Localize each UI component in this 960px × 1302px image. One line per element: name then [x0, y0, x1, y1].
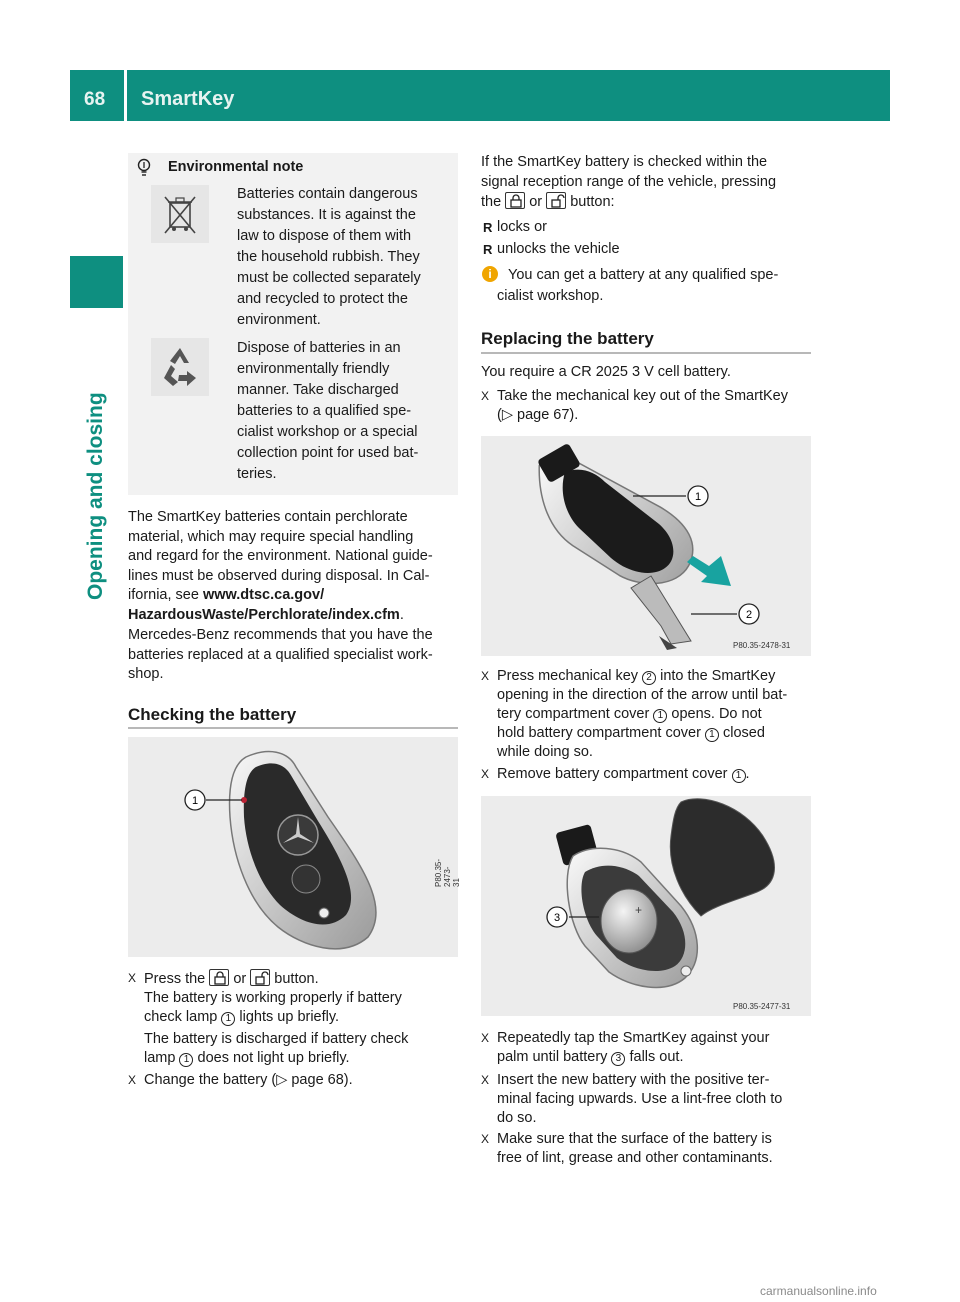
step-insert-battery [481, 1071, 813, 1128]
text-line: the [481, 194, 502, 210]
text-line: or [529, 194, 543, 210]
arrow-icon: X [481, 389, 490, 403]
info-note [508, 266, 808, 286]
arrow-icon: X [481, 669, 490, 683]
text-line: button: [570, 194, 615, 210]
arrow-icon: X [481, 1073, 490, 1087]
text-line: opens. Do not [671, 706, 762, 722]
sidebar-section [84, 392, 114, 630]
text-line: lights up briefly. [239, 1009, 340, 1025]
text-line: collection point for used bat- [237, 445, 419, 461]
text-line: cialist workshop. [497, 288, 604, 304]
environmental-note-text-2 [237, 338, 447, 485]
text-line: free of lint, grease and other contaminants. [497, 1150, 773, 1166]
perchlorate-paragraph [128, 508, 460, 625]
text-line: unlocks the vehicle [497, 241, 620, 257]
text-line: Take the mechanical key out of the SmartKey [497, 388, 788, 404]
arrow-icon: X [128, 1073, 137, 1087]
replacing-battery-heading: Replacing the battery [481, 329, 654, 348]
step-change-battery [128, 1071, 460, 1090]
text-line: You can get a battery at any qualified spe- [508, 267, 779, 283]
text-line: The battery is discharged if battery check [144, 1031, 409, 1047]
text-line: If the SmartKey battery is checked within the [481, 154, 768, 170]
info-icon: i [482, 266, 498, 282]
page-reference-link[interactable]: Change the battery (▷ page 68). [144, 1072, 353, 1088]
checking-battery-heading: Checking the battery [128, 705, 297, 724]
text-line: The battery is working properly if battery [144, 990, 402, 1006]
callout-3: 3 [553, 912, 561, 924]
unlock-button-icon [546, 192, 566, 209]
text-line: manner. Take discharged [237, 382, 399, 398]
text-line: button. [274, 971, 319, 987]
figure-code: P80.35-2478-31 [733, 641, 791, 650]
figure-code: P80.35-2477-31 [733, 1002, 791, 1011]
text-line: and regard for the environment. National guide- [128, 548, 433, 564]
text-line: environmentally friendly [237, 361, 390, 377]
header-divider [124, 70, 127, 121]
recommend-paragraph [128, 626, 460, 685]
text-line: shop. [128, 666, 164, 682]
url-link[interactable]: www.dtsc.ca.gov/ [202, 587, 325, 603]
lightbulb-icon [136, 158, 152, 178]
text-line: check lamp [144, 1009, 218, 1025]
text-line: substances. It is against the [237, 207, 416, 223]
text-line: material, which may require special handling [128, 528, 414, 545]
callout-1: 1 [179, 1053, 193, 1067]
text-line: while doing so. [497, 744, 593, 760]
arrow-icon: X [128, 971, 137, 985]
sidebar-tab [70, 256, 123, 308]
text-line: Batteries contain dangerous [237, 186, 418, 202]
plus-icon: + [635, 903, 643, 917]
heading-rule [128, 727, 458, 729]
text-line: lines must be observed during disposal. In Cal- [128, 567, 430, 584]
arrow-icon: X [481, 1031, 490, 1045]
callout-3: 3 [611, 1052, 625, 1066]
text-line: Press the [144, 971, 206, 987]
bullet-unlocks [483, 240, 620, 259]
text-line: or [233, 971, 247, 987]
text-line: must be collected separately [237, 270, 421, 286]
header-title: SmartKey [141, 88, 235, 110]
text-line: Make sure that the surface of the battery is [497, 1131, 772, 1147]
arrow-icon: X [481, 767, 490, 781]
text-line: Press mechanical key [497, 668, 639, 684]
text-line: The SmartKey batteries contain perchlorate [128, 509, 408, 525]
text-line: into the SmartKey [660, 668, 776, 684]
page-number: 68 [84, 89, 106, 110]
text-line: teries. [237, 466, 277, 482]
sidebar-section-label: Opening and closing [84, 392, 107, 600]
text-line: law to dispose of them with [237, 228, 412, 244]
battery-illustration [481, 796, 811, 1016]
text-line: opening in the direction of the arrow until bat- [497, 687, 788, 703]
step-tap-key [481, 1029, 813, 1067]
text-line: . [745, 766, 750, 782]
environmental-note-text-1 [237, 184, 447, 331]
text-line: batteries to a qualified spe- [237, 403, 412, 419]
callout-1: 1 [732, 769, 746, 783]
bullet-icon: R [483, 220, 493, 235]
callout-1: 1 [705, 728, 719, 742]
text-line: signal reception range of the vehicle, pressing [481, 173, 777, 190]
smartkey-illustration [128, 737, 458, 957]
callout-1: 1 [653, 709, 667, 723]
intro-paragraph [481, 153, 813, 213]
recycle-icon [151, 338, 209, 396]
text-line: ifornia, see [128, 587, 203, 603]
callout-1: 1 [694, 491, 702, 503]
text-line: lamp [144, 1050, 176, 1066]
unlock-button-icon [250, 969, 270, 986]
text-line: Dispose of batteries in an [237, 340, 401, 356]
text-line: environment. [237, 312, 321, 328]
text-line: palm until battery [497, 1049, 608, 1065]
text-line: and recycled to protect the [237, 291, 408, 307]
lock-button-icon [505, 192, 525, 209]
callout-1: 1 [191, 795, 199, 807]
watermark: carmanualsonline.info [760, 1284, 877, 1298]
callout-1: 1 [221, 1012, 235, 1026]
mechanical-key-figure [481, 436, 811, 656]
bullet-locks [483, 218, 547, 237]
url-link[interactable]: HazardousWaste/Perchlorate/index.cfm [128, 606, 400, 623]
text-line: tery compartment cover [497, 706, 650, 722]
lock-button-icon [209, 969, 229, 986]
text-line: falls out. [629, 1049, 684, 1065]
text-line: Mercedes-Benz recommends that you have the [128, 627, 433, 643]
text-line: Repeatedly tap the SmartKey against your [497, 1030, 770, 1046]
environmental-note-title: Environmental note [168, 159, 304, 175]
battery-compartment-figure [481, 796, 811, 1016]
smartkey-check-figure [128, 737, 461, 957]
text-line: do so. [497, 1110, 537, 1126]
step-clean-battery [481, 1130, 813, 1168]
arrow-icon: X [481, 1132, 490, 1146]
bullet-icon: R [483, 242, 493, 257]
text-line: Insert the new battery with the positive ter- [497, 1072, 770, 1088]
text-line: Remove battery compartment cover [497, 766, 728, 782]
text-line: the household rubbish. They [237, 249, 420, 265]
heading-rule [481, 352, 811, 354]
text-line: locks or [497, 219, 547, 235]
text-line: batteries replaced at a qualified specialist work- [128, 646, 433, 663]
text-line: hold battery compartment cover [497, 725, 701, 741]
text-line: minal facing upwards. Use a lint-free cloth to [497, 1091, 783, 1107]
text-line: You require a CR 2025 3 V cell battery. [481, 364, 731, 380]
text-line: cialist workshop or a special [237, 424, 418, 440]
step-press-button [128, 969, 460, 1068]
text-line: . [399, 606, 404, 623]
text-line: does not light up briefly. [197, 1050, 350, 1066]
info-note-cont [497, 287, 797, 307]
callout-2: 2 [745, 609, 753, 621]
text-line: closed [722, 725, 765, 741]
crossed-bin-icon [151, 185, 209, 243]
page-reference-link[interactable]: (▷ page 67). [497, 407, 579, 423]
callout-2: 2 [642, 671, 656, 685]
step-take-key [481, 387, 813, 425]
battery-requirement [481, 363, 811, 383]
figure-code: P80.35-2473-31 [434, 858, 461, 887]
key-insert-illustration [481, 436, 811, 656]
step-press-key [481, 667, 813, 762]
step-remove-cover [481, 765, 813, 784]
